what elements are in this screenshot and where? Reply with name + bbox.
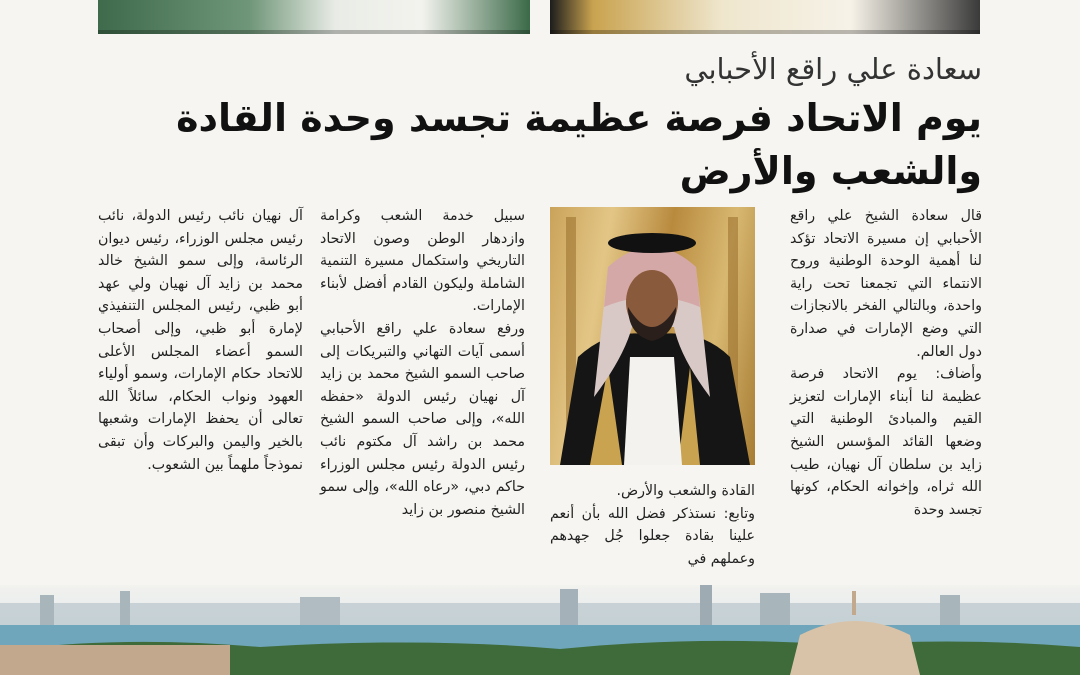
portrait-photo: [550, 207, 755, 465]
paragraph: القادة والشعب والأرض.: [616, 483, 755, 499]
portrait-figure-icon: [550, 207, 755, 465]
text-column-3: [320, 205, 525, 521]
article-kicker: سعادة علي راقع الأحبابي: [684, 52, 982, 86]
paragraph: قال سعادة الشيخ علي راقع الأحبابي إن مسيرة الاتحاد تؤكد لنا أهمية الوحدة الوطنية وروح الانتماء التي تجمعنا تحت راية واحدة، وبالتالي الفخر بالانجازات التي وضع الإمارات في صدارة دول العالم.: [790, 208, 982, 360]
paragraph: ورفع سعادة علي راقع الأحبابي أسمى آيات التهاني والتبريكات إلى صاحب السمو الشيخ محمد بن زايد آل نهيان رئيس الدولة «حفظه الله»، وإلى صاحب السمو الشيخ محمد بن راشد آل مكتوم نائب رئيس الدولة رئيس مجلس الوزراء حاكم دبي، «رعاه الله»، وإلى سمو الشيخ منصور بن زايد: [320, 320, 525, 518]
text-column-2: [550, 480, 755, 570]
top-photo-right: [550, 0, 980, 34]
headline-line-1: يوم الاتحاد فرصة عظيمة تجسد وحدة القادة: [176, 96, 982, 140]
article-headline: [122, 92, 982, 198]
skyline-illustration-icon: [0, 585, 1080, 675]
top-photo-left: [98, 0, 530, 34]
city-skyline-image: [0, 585, 1080, 675]
paragraph: آل نهيان نائب رئيس الدولة، نائب رئيس مجلس الوزراء، رئيس ديوان الرئاسة، وإلى سمو الشيخ خالد محمد بن زايد آل نهيان ولي عهد أبو ظبي، رئيس المجلس التنفيذي لإمارة أبو ظبي، وإلى أصحاب السمو أعضاء المجلس الأعلى للاتحاد حكام الإمارات، وسمو أولياء العهود ونواب الحكام، سائلاً الله تعالى أن يحفظ الإمارات وشعبها بالخير واليمن والبركات وأن تبقى نموذجاً ملهماً بين الشعوب.: [98, 208, 303, 473]
paragraph: سبيل خدمة الشعب وكرامة وازدهار الوطن وصون الاتحاد التاريخي واستكمال مسيرة التنمية الشاملة وليكون القادم أفضل لأبناء الإمارات.: [320, 208, 525, 315]
paragraph: وتابع: نستذكر فضل الله بأن أنعم علينا بقادة جعلوا جُل جهدهم وعملهم في: [550, 505, 755, 567]
paragraph: وأضاف: يوم الاتحاد فرصة عظيمة لنا أبناء الإمارات لتعزيز القيم والمبادئ الوطنية التي وضعها القائد المؤسس الشيخ زايد بن سلطان آل نهيان، طيب الله ثراه، وإخوانه الحكام، كونها تجسد وحدة: [790, 366, 982, 518]
headline-line-2: والشعب والأرض: [679, 149, 982, 193]
text-column-1: [790, 205, 982, 521]
text-column-4: [98, 205, 303, 476]
